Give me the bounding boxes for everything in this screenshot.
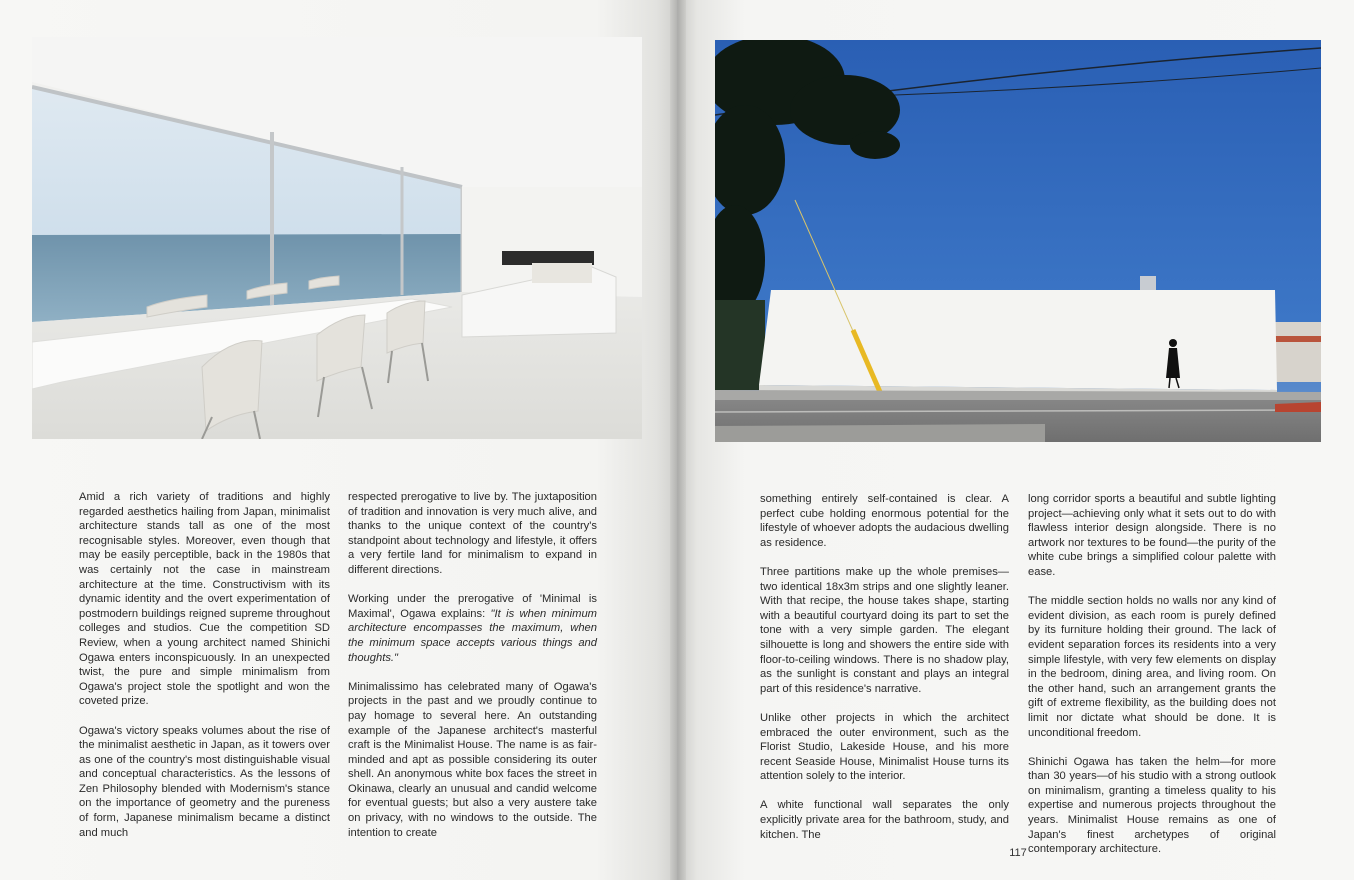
article-paragraph: Shinichi Ogawa has taken the helm—for more than 30 years—of his studio with a strong outlook on minimalism, granting a timeless quality to his expertise and numerous projects throughout the years. Minimalist House remains as one of Japan's finest archetypes of original contemporary architecture. xyxy=(1028,755,1276,856)
article-paragraph: Amid a rich variety of traditions and highly regarded aesthetics hailing from Japan, minimalist architecture stands tall as one of the most recognisable styles. Moreover, even though that may be easily perceptible, back in the 1980s that was certainly not the case in mainstream architecture at the time. Constructivism with its dynamic identity and the overt experimentation of postmodern buildings reigned supreme throughout colleges and studios. Cue the competition SD Review, when a young architect named Shinichi Ogawa enters inconspicuously. In an unexpected twist, the pure and simple minimalism from Ogawa's project stole the spotlight and won the coveted prize. xyxy=(79,491,330,708)
quote-intro: Working under the prerogative of 'Minimal is Maximal', Ogawa explains: xyxy=(348,593,597,620)
article-paragraph: respected prerogative to live by. The juxtaposition of tradition and innovation is very much alive, and thanks to the unique context of the country's standpoint about technology and lifestyle, it offers a very fertile land for minimalism to expand in different directions. xyxy=(348,491,597,576)
article-paragraph: The middle section holds no walls nor any kind of evident division, as each room is purely defined by its furniture holding their ground. The lack of evident separation forces its residents into a very simple lifestyle, with very few elements on display in the bedroom, dining area, and living room. On the other hand, such an arrangement grants the gift of extreme flexibility, as the building does not limit nor dictate what should be done. It is unconditional freedom. xyxy=(1028,595,1276,739)
article-column-1 xyxy=(79,490,330,840)
page-number: 117 xyxy=(1009,847,1027,859)
article-paragraph: Unlike other projects in which the architect embraced the outer environment, such as the Florist Studio, Lakeside House, and his more recent Seaside House, Minimalist House turns its attention solely to the interior. xyxy=(760,711,1009,783)
article-column-3 xyxy=(760,492,1009,842)
interior-photo xyxy=(32,37,642,439)
article-paragraph: long corridor sports a beautiful and subtle lighting project—achieving only what it sets out to do with flawless interior design alongside. There is no artwork nor textures to be found—the purity of the white cube brings a simplified colour palette with ease. xyxy=(1028,493,1276,578)
street-photo xyxy=(715,40,1321,442)
article-paragraph: Ogawa's victory speaks volumes about the rise of the minimalist aesthetic in Japan, as it towers over as one of the country's most distinguishable visual and conceptual characteristics. As the lessons of Zen Philosophy blended with Modernism's stance on the importance of geometry and the pureness of form, Japanese minimalism became a distinct and much xyxy=(79,724,330,839)
article-paragraph: Three partitions make up the whole premises—two identical 18x3m strips and one slightly leaner. With that recipe, the house takes shape, starting with a beautiful courtyard doing its part to set the tone with a very simple garden. The elegant silhouette is long and showers the entire side with floor-to-ceiling windows. There is no shadow play, as the sunlight is constant and plays an integral part of this residence's narrative. xyxy=(760,565,1009,695)
article-paragraph-with-quote xyxy=(348,592,597,665)
article-paragraph: something entirely self-contained is clear. A perfect cube holding enormous potential for the lifestyle of whoever adopts the audacious dwelling as residence. xyxy=(760,493,1009,549)
article-column-4 xyxy=(1028,492,1276,857)
article-paragraph: A white functional wall separates the only explicitly private area for the bathroom, study, and kitchen. The xyxy=(760,799,1009,841)
ogawa-quote: "It is when minimum architecture encompasses the maximum, when the minimum space accepts various things and thoughts." xyxy=(348,607,597,664)
page-gutter xyxy=(670,0,686,880)
article-paragraph: Minimalissimo has celebrated many of Ogawa's projects in the past and we proudly continue to pay homage to several here. An outstanding example of the Japanese architect's masterful craft is the Minimalist House. The name is as fair-minded and apt as possible considering its outer shell. An anonymous white box faces the street in Okinawa, clearly an unusual and candid welcome for eventual guests; but also a very austere take on privacy, with no windows to the outside. The intention to create xyxy=(348,680,597,839)
article-column-2 xyxy=(348,490,597,840)
